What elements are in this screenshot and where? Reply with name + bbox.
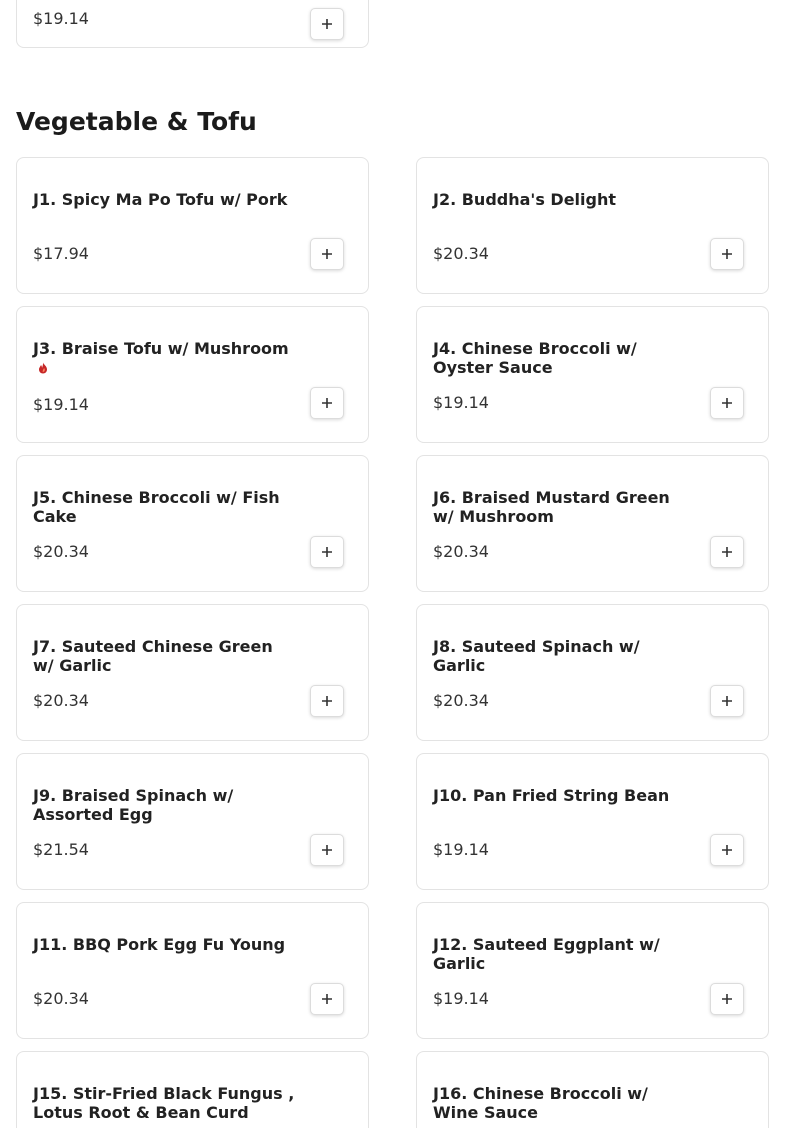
plus-icon: [721, 695, 733, 707]
plus-icon: [321, 546, 333, 558]
add-to-cart-button[interactable]: [710, 685, 744, 717]
menu-item-card[interactable]: [16, 753, 369, 890]
item-price: $20.34: [433, 691, 489, 710]
add-to-cart-button[interactable]: [310, 983, 344, 1015]
plus-icon: [721, 546, 733, 558]
plus-icon: [721, 248, 733, 260]
menu-item-card[interactable]: [16, 604, 369, 741]
item-price: $19.14: [33, 395, 89, 414]
menu-item-card[interactable]: [416, 157, 769, 294]
plus-icon: [321, 993, 333, 1005]
menu-item-card[interactable]: [16, 306, 369, 443]
menu-item-card[interactable]: [16, 455, 369, 592]
item-name: J4. Chinese Broccoli w/ Oyster Sauce: [433, 339, 637, 377]
item-price: $19.14: [433, 840, 489, 859]
plus-icon: [721, 993, 733, 1005]
item-name: J2. Buddha's Delight: [433, 190, 616, 209]
item-price: $19.14: [33, 9, 89, 28]
menu-item-card[interactable]: [16, 0, 369, 48]
plus-icon: [721, 844, 733, 856]
item-price: $21.54: [33, 840, 89, 859]
menu-item-card[interactable]: [416, 306, 769, 443]
add-to-cart-button[interactable]: [310, 834, 344, 866]
item-price: $17.94: [33, 244, 89, 263]
item-name: J12. Sauteed Eggplant w/ Garlic: [433, 935, 660, 973]
item-name: J15. Stir-Fried Black Fungus , Lotus Root & Bean Curd: [33, 1084, 295, 1122]
item-name: J9. Braised Spinach w/ Assorted Egg: [33, 786, 234, 824]
add-to-cart-button[interactable]: [710, 238, 744, 270]
item-name: J3. Braise Tofu w/ Mushroom: [33, 339, 289, 358]
item-name: J7. Sauteed Chinese Green w/ Garlic: [33, 637, 273, 675]
item-name: J1. Spicy Ma Po Tofu w/ Pork: [33, 190, 288, 209]
plus-icon: [321, 397, 333, 409]
plus-icon: [321, 695, 333, 707]
item-price: $20.34: [433, 542, 489, 561]
item-name: J8. Sauteed Spinach w/ Garlic: [433, 637, 640, 675]
menu-item-card[interactable]: [416, 604, 769, 741]
item-name: J16. Chinese Broccoli w/ Wine Sauce: [433, 1084, 648, 1122]
item-name: J5. Chinese Broccoli w/ Fish Cake: [33, 488, 280, 526]
item-name: J6. Braised Mustard Green w/ Mushroom: [433, 488, 670, 526]
menu-item-card[interactable]: [16, 1051, 369, 1128]
plus-icon: [321, 248, 333, 260]
item-name: J11. BBQ Pork Egg Fu Young: [33, 935, 286, 954]
menu-item-card[interactable]: [416, 902, 769, 1039]
plus-icon: [321, 18, 333, 30]
item-price: $20.34: [33, 691, 89, 710]
item-name-wrap: [33, 339, 295, 378]
item-price: $19.14: [433, 393, 489, 412]
add-to-cart-button[interactable]: [710, 536, 744, 568]
item-price: $19.14: [433, 989, 489, 1008]
item-name: J10. Pan Fried String Bean: [433, 786, 670, 805]
add-to-cart-button[interactable]: [310, 536, 344, 568]
item-price: $20.34: [33, 989, 89, 1008]
add-to-cart-button[interactable]: [310, 238, 344, 270]
menu-item-card[interactable]: [416, 1051, 769, 1128]
add-to-cart-button[interactable]: [310, 685, 344, 717]
menu-item-card[interactable]: [416, 753, 769, 890]
item-price: $20.34: [433, 244, 489, 263]
add-to-cart-button[interactable]: [710, 387, 744, 419]
item-price: $20.34: [33, 542, 89, 561]
add-to-cart-button[interactable]: [310, 387, 344, 419]
plus-icon: [321, 844, 333, 856]
section-title: Vegetable & Tofu: [16, 107, 257, 136]
menu-item-card[interactable]: [416, 455, 769, 592]
chili-pepper-icon: [37, 359, 49, 378]
plus-icon: [721, 397, 733, 409]
menu-item-card[interactable]: [16, 157, 369, 294]
menu-item-card[interactable]: [16, 902, 369, 1039]
add-to-cart-button[interactable]: [710, 834, 744, 866]
add-to-cart-button[interactable]: [710, 983, 744, 1015]
add-to-cart-button[interactable]: [310, 8, 344, 40]
